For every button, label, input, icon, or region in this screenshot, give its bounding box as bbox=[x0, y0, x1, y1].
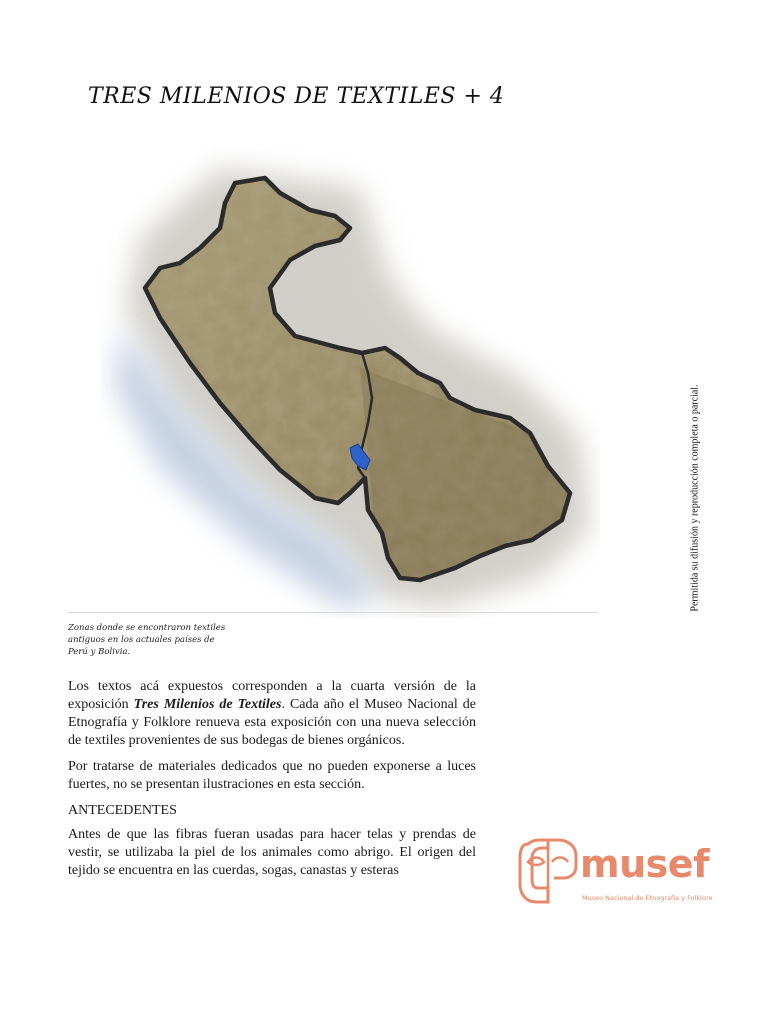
caption-line: Zonas donde se encontraron textiles bbox=[68, 623, 226, 633]
musef-wordmark: musef bbox=[580, 842, 710, 886]
musef-subtitle: Museo Nacional de Etnografía y Folklore bbox=[582, 894, 713, 902]
caption-divider bbox=[68, 612, 598, 613]
map-image bbox=[100, 148, 600, 618]
body-text bbox=[68, 678, 476, 888]
paragraph-intro bbox=[68, 678, 476, 750]
musef-logo bbox=[518, 836, 713, 910]
section-heading: ANTECEDENTES bbox=[68, 803, 177, 818]
reproduction-note bbox=[688, 368, 702, 628]
map-peru-bolivia bbox=[100, 148, 600, 618]
caption-line: Perú y Bolivia. bbox=[68, 647, 131, 657]
caption-line: antiguos en los actuales países de bbox=[68, 635, 215, 645]
musef-logo-icon bbox=[518, 836, 578, 904]
exhibition-name: Tres Milenios de Textiles bbox=[133, 697, 282, 712]
map-caption bbox=[68, 622, 238, 658]
page-title: TRES MILENIOS DE TEXTILES + 4 bbox=[88, 84, 505, 109]
paragraph-antecedentes: Antes de que las fibras fueran usadas para hacer telas y prendas de vestir, se utilizaba la piel de los animales como abrigo. El origen del tejido se encuentra en las cuerdas, sogas, canastas y esteras bbox=[68, 827, 476, 878]
paragraph-intro-start: Los textos acá expuestos corresponden a la cuarta versión de la exposición bbox=[68, 679, 476, 712]
reproduction-note-text: Permitida su difusión y reproducción completa o parcial. bbox=[689, 384, 701, 612]
paragraph-intro-end: . Cada año el Museo Nacional de Etnografía y Folklore renueva esta exposición con una nueva selección de textiles provenientes de sus bodegas de bienes orgánicos. bbox=[68, 697, 476, 748]
paragraph-lighting: Por tratarse de materiales dedicados que no pueden exponerse a luces fuertes, no se presentan ilustraciones en esta sección. bbox=[68, 759, 476, 792]
